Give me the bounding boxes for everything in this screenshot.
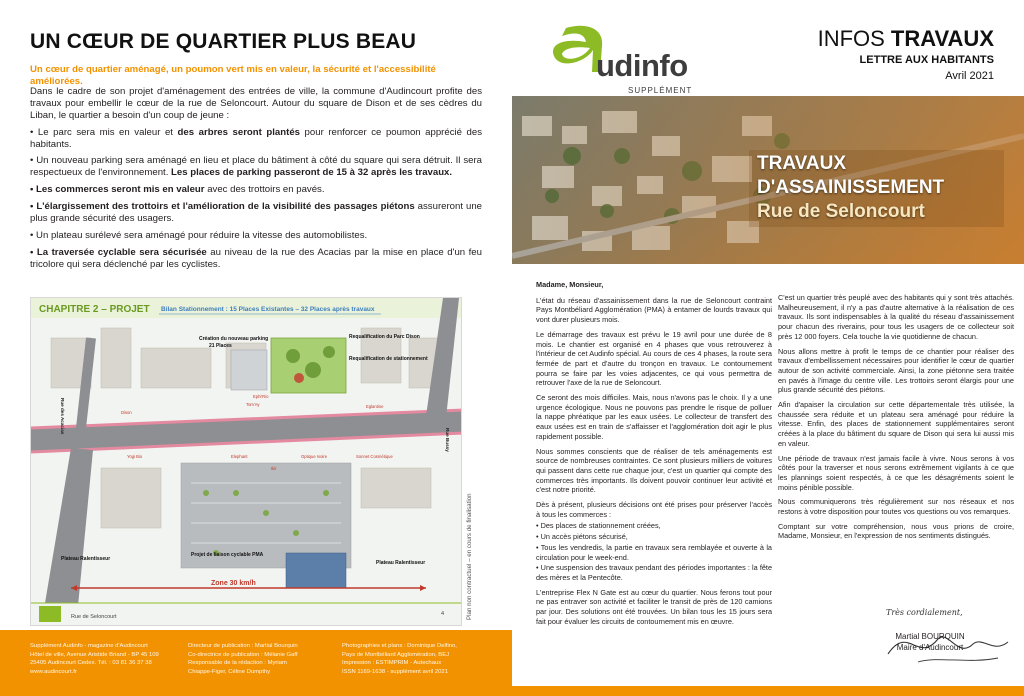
letter-paragraph: Nous communiquerons très régulièrement sur nos réseaux et nos restons à votre disposition pour toutes vos questions ou vos remarques. [778,497,1014,517]
map-disclaimer: Plan non contractuel – en cours de finalisation [466,493,473,620]
headline-street: Rue de Seloncourt [757,200,925,222]
bullet-sidewalks: • L'élargissement des trottoirs et l'amélioration de la visibilité des passages piétons assureront une plus grande sécurité des usagers. [30,201,482,225]
map-chapter: CHAPITRE 2 – PROJET [39,304,150,315]
letter-paragraph: L'entreprise Flex N Gate est au cœur du quartier. Nous ferons tout pour ne pas entraver son activité et faciliter le transit de près de 120 camions par jour. Des solutions ont été trouvées. Un bilan tous les 15 jours sera fait pour évaluer les circuits de contournement mis en œuvre. [536,587,772,626]
map-page-number: 4 [441,611,445,617]
letter-paragraph: Nous allons mettre à profit le temps de ce chantier pour réaliser des travaux d'embellissement nécessaires pour identifier le cœur de quartier autour de son activité commerciale. Ainsi, la zone piétonne sera traitée en pavés à l'image du centre ville. Les trottoirs seront élargis pour une plus grande sécurité des piétons. [778,346,1014,395]
label-zone30: Zone 30 km/h [211,580,256,587]
label-ikir: Ikir [271,466,277,471]
article-body [30,86,482,276]
label-piste: Projet de liaison cyclable PMA [191,552,264,558]
label-eglantine: Eglantine [366,404,384,409]
label-rue-acacias: Rue des Acacias [60,398,65,435]
footer-direction: Directeur de publication : Martial Bourquin Co-directrice de publication : Mélanie Gaff Responsable de la rédaction : Myriam Chiappe-Figer, Céline Dumpthy [188,643,298,675]
bullet-shops: • Les commerces seront mis en valeur avec des trottoirs en pavés. [30,184,325,196]
signature-salutation: Très cordialement, [886,608,963,617]
letter-paragraph: Comptant sur votre compréhension, nous vous prions de croire, Madame, Monsieur, en l'expression de nos sentiments distingués. [778,521,1014,541]
footer-credits: Photographies et plans : Dominique Delfino, Pays de Montbéliard Agglomération, BEJ Impression : ESTIMPRIM - Autechaux ISSN 1169-1638 - supplément avril 2021 [342,643,457,675]
label-parking: Création du nouveau parking [199,336,269,342]
letter-greeting: Madame, Monsieur, [536,280,604,289]
letter-list-item: • Une suspension des travaux pendant des périodes importantes : la fête des mères et la Pentecôte. [536,563,772,582]
letter-paragraph: L'état du réseau d'assainissement dans la rue de Seloncourt contraint Pays Montbéliard Agglomération (PMA) à entamer de lourds travaux qui vont durer plusieurs mois. [536,295,772,325]
label-stationnement: Requalification de stationnement [349,356,428,362]
signer-role: Maire d'Audincourt [896,642,964,652]
signer-block [850,632,1010,654]
audinfo-logo [536,16,696,95]
infos-travaux-title: INFOS TRAVAUX [817,26,994,51]
letter-paragraph: Dès à présent, plusieurs décisions ont été prises pour préserver l'accès à tous les commerces : [536,500,772,519]
intro-paragraph: Dans le cadre de son projet d'aménagement des entrées de ville, la commune d'Audincourt profite des travaux pour embellir le cœur de la rue de Seloncourt. Autour du square de Dison et de ses cèdres du Liban, le quartier a besoin d'un coup de jeune : [30,86,482,121]
label-plateau-1: Plateau Ralentisseur [61,556,111,562]
signer-name: Martial BOURQUIN [895,632,965,641]
letter-list-item: • Tous les vendredis, la partie en travaux sera remblayée et ouverte à la circulation pour le week-end. [536,542,772,562]
map-footer-street: Rue de Seloncourt [71,614,117,620]
footer-publisher: Supplément Audinfo - magazine d'Audincourt Hôtel de ville, Avenue Aristide Briand - BP 45 109 25405 Audincourt Cedex. Tél. : 03 81 36 37 38 www.audincourt.fr [30,643,159,675]
letter-paragraph: Nous sommes conscients que de réaliser de tels aménagements est source de nombreuses contraintes. Ce sont plusieurs milliers de voitures qui passent dans cette rue chaque jour, c'est un quartier qui compte des commerces très importants. Ils doivent pouvoir continuer leur activité et c'est notre priorité. [536,446,772,495]
letter-paragraph: Le démarrage des travaux est prévu le 19 avril pour une durée de 8 mois. Le chantier est organisé en 4 phases que vous retrouverez à l'intérieur de cet Audinfo spécial. Au cours de ces 4 phases, la route sera fermée de part et d'autre du tronçon en travaux. Le contournement pourra se faire par les voies adjacentes, ce qui vous permettra de retrouver l'axe de la rue de Seloncourt. [536,329,772,388]
letter-column-1 [536,280,772,632]
letter-paragraph: Ce seront des mois difficiles. Mais, nous n'avons pas le choix. Il y a une urgence écologique. Nous ne pouvons pas prendre le risque de polluer la nappe phréatique par les eaux usées. Le collecteur de transfert des eaux usées est en train de s'affaisser et l'agglomération doit agir le plus rapidement possible. [536,393,772,441]
left-footer [0,630,512,696]
photo-headline [749,150,1004,227]
bullet-parking: • Un nouveau parking sera aménagé en lieu et place du bâtiment à côté du square qui sera détruit. Il sera respectueux de l'environnement. Les places de parking passeront de 15 à 32 après les travaux. [30,155,482,179]
label-parc: Requalification du Parc Dison [349,334,420,340]
headline-assainissement: D'ASSAINISSEMENT [757,176,945,198]
issue-date: Avril 2021 [945,70,994,82]
label-optique: Optique Ivoire [301,454,328,459]
bullet-park: • Le parc sera mis en valeur et des arbres seront plantés pour renforcer ce poumon apprécié des habitants. [30,126,483,150]
label-tom: Tom'Ay [246,402,260,407]
label-elephant: Elephant [231,454,248,459]
letter-paragraph: C'est un quartier très peuplé avec des habitants qui y sont très attachés. Malheureusement, il n'y a pas d'autre alternative à la réalisation de ces travaux. Ils sont indispensables à la qualité du réseau d'assainissement pour chacun des riverains, pour tous les usagers de ce collecteur soit près 12 000 foyers. Cela touche la vie quotidienne de chacun. [778,293,1014,341]
page-subtitle: Un cœur de quartier aménagé, un poumon vert mis en valeur, la sécurité et l'accessibilité améliorées. [30,64,436,87]
letter-list-item: • Un accès piétons sécurisé, [536,532,628,542]
page-title: UN CŒUR DE QUARTIER PLUS BEAU [30,30,417,53]
bullet-cycle: • La traversée cyclable sera sécurisée au niveau de la rue des Acacias par la mise en place d'un feu tricolore qui sera déclenché par les cyclistes. [30,246,482,270]
label-rue-bussy: Rue Bussy [445,428,450,452]
headline-travaux: TRAVAUX [757,153,847,174]
letter-paragraph: Afin d'apaiser la circulation sur cette départementale très utilisée, la chaussée sera réduite et un plateau sera aménagé pour réduire la vitesse. Enfin, des places de stationnement supplémentaires seront créées à la place du bâtiment du square de Dison qui sera lui aussi mis en valeur. [778,400,1014,448]
label-yogi: Yogi Bio [127,454,143,459]
label-ephi-rio: Ephi'Rio [253,394,269,399]
bullet-plateau: • Un plateau surélevé sera aménagé pour réduire la vitesse des automobilistes. [30,229,368,241]
project-plan-map [30,297,462,626]
map-drawing [31,298,462,626]
logo-supplement: SUPPLÉMENT [628,86,693,95]
label-plateau-2: Plateau Ralentisseur [376,560,426,566]
label-parking-places: 21 Places [209,343,232,349]
right-page [512,0,1024,696]
logo-wordmark: udinfo [596,48,688,83]
letter-list-item: • Des places de stationnement créées, [536,521,661,531]
right-footer-band [512,686,1024,696]
lettre-subtitle: LETTRE AUX HABITANTS [859,54,994,66]
map-bilan: Bilan Stationnement : 15 Places Existantes – 32 Places après travaux [161,306,375,313]
label-dison: Dison [121,410,132,415]
label-sonnet: Sonnet Cosmétique [356,454,393,459]
letter-column-2 [778,293,1014,546]
letter-paragraph: Une période de travaux n'est jamais facile à vivre. Nous serons à vos côtés pour la traverser et nous serons extrêmement vigilants à ce que les plannings soient respectés, à ce que les désagréments soient le moins pénible possible. [778,453,1014,492]
